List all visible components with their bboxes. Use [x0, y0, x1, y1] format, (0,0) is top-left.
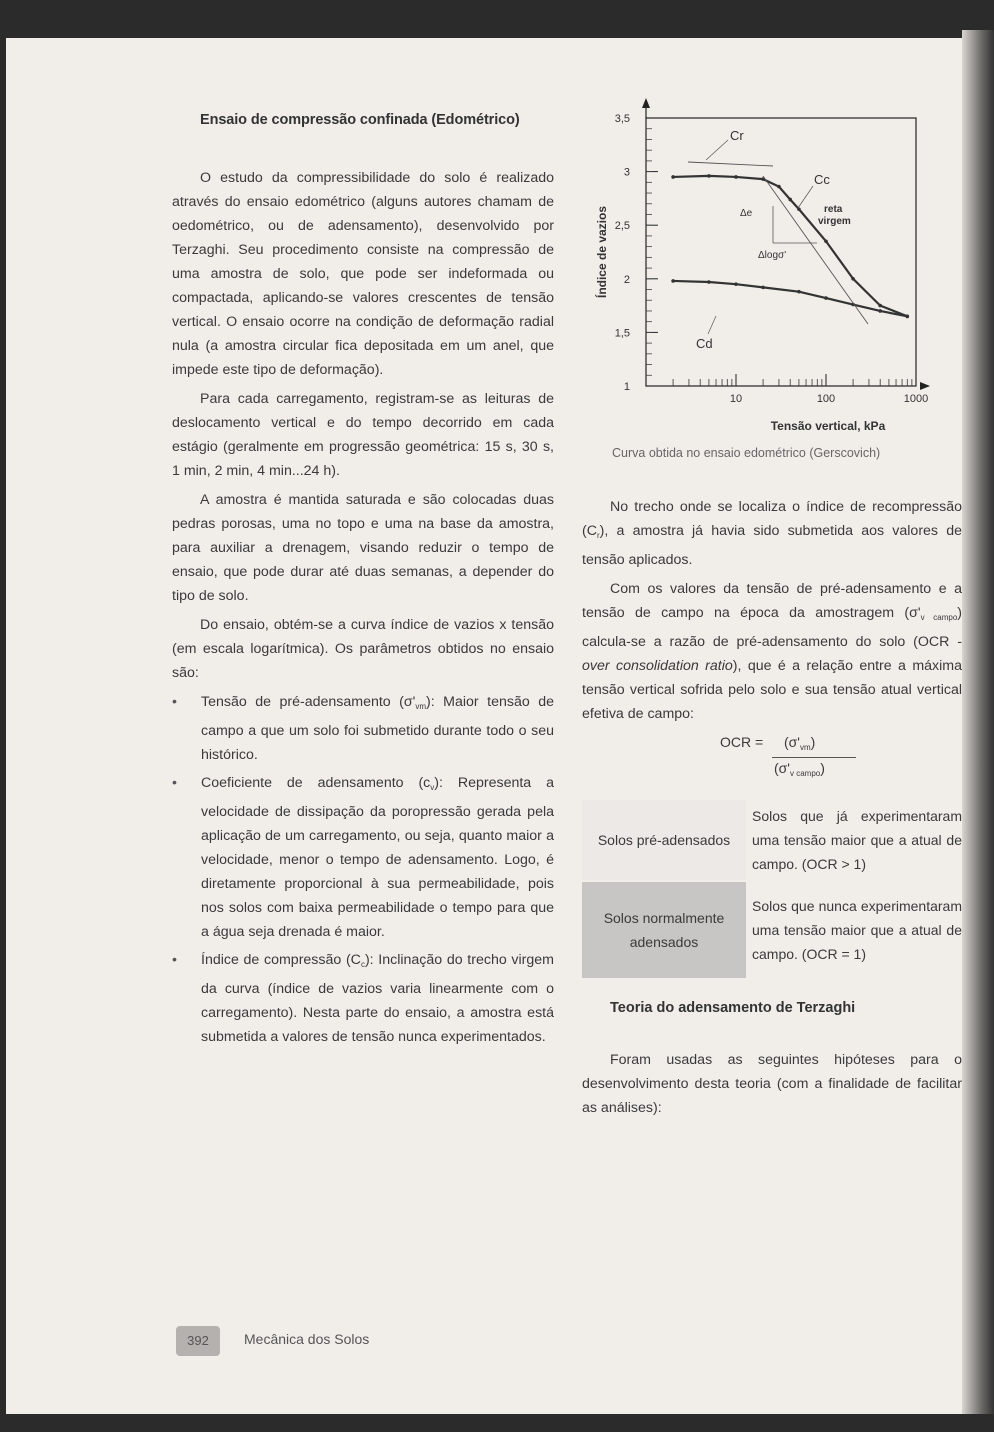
y-tick-label: 1,5 [614, 327, 630, 340]
y-tick-label: 1 [623, 381, 630, 393]
data-point [788, 198, 792, 202]
table-cell-desc: Solos que nunca experimentaram uma tensão maior que a atual de campo. (OCR = 1) [746, 881, 962, 978]
y-tick-label: 2,5 [614, 220, 630, 233]
parameter-list [172, 690, 554, 1049]
data-point [671, 175, 675, 179]
data-point [797, 290, 801, 294]
y-tick-label: 3,5 [614, 113, 630, 125]
annotation-delta-e: Δe [740, 208, 753, 219]
list-item: • Coeficiente de adensamento $(c_v)$: Representa a velocidade de dissipação da poropressão gerada pela aplicação de um carregamento, ou seja, quanto maior a velocidade, menor o tempo de adensamento. Logo, é diretamente proporcional à sua permeabilidade, pois nos solos com baixa permeabilidade o tempo para que a água seja drenada é maior. [172, 771, 554, 944]
right-column [582, 495, 962, 731]
formula-denominator: $(\sigma'_{v campo})$ [774, 760, 825, 778]
annotation-reta: reta [824, 204, 843, 215]
right-column-bottom [582, 1048, 962, 1125]
series-line-carregamento [673, 176, 907, 316]
figure-caption: Curva obtida no ensaio edométrico (Gerscovich) [612, 446, 881, 460]
annotation-cd: Cd [696, 336, 713, 351]
x-ticks [673, 374, 928, 405]
annotation-delta-log: Δlogσ' [758, 250, 787, 261]
data-point [734, 175, 738, 179]
formula-lhs: OCR = [720, 734, 764, 750]
page-number: 392 [176, 1326, 220, 1356]
section-subheading: Teoria do adensamento de Terzaghi [610, 1000, 856, 1016]
data-point [777, 185, 781, 189]
paragraph-hypotheses: Foram usadas as seguintes hipóteses para o desenvolvimento desta teoria (com a finalidade de facilitar as análises): [582, 1052, 962, 1116]
paragraph-sample: A amostra é mantida saturada e são colocadas duas pedras porosas, uma no topo e uma na base da amostra, para auxiliar a drenagem, visando reduzir o tempo de ensaio, que pode durar até duas semanas, a depender do tipo de solo. [172, 492, 554, 604]
oedometer-figure [588, 96, 938, 441]
data-point [671, 279, 675, 283]
paragraph-curve: Do ensaio, obtém-se a curva índice de vazios x tensão (em escala logarítmica). Os parâmetros obtidos no ensaio são: [172, 617, 554, 681]
cr-tangent-line [688, 162, 773, 166]
page-gutter-shadow [962, 30, 994, 1432]
left-column [172, 108, 554, 1053]
scan-top-border [0, 0, 994, 40]
data-point [878, 304, 882, 308]
cr-leader-line [706, 140, 728, 160]
annotation-virgem: virgem [818, 216, 851, 227]
x-axis-arrowhead [920, 382, 930, 390]
annotation-cc: Cc [814, 172, 830, 187]
data-point [824, 239, 828, 243]
table-row [582, 800, 962, 881]
y-ticks [615, 113, 658, 393]
list-item: • Tensão de pré-adensamento $(\sigma'_{vm})$: Maior tensão de campo a que um solo foi submetido durante todo o seu histórico. [172, 690, 554, 767]
formula-numerator: $(\sigma'_{vm})$ [784, 734, 816, 752]
data-point [905, 315, 909, 319]
x-tick-label: 100 [816, 393, 836, 405]
void-ratio-chart [588, 96, 938, 436]
fraction-bar [772, 757, 856, 758]
data-point [878, 309, 882, 313]
x-tick-label: 10 [729, 393, 743, 405]
data-point [824, 296, 828, 300]
annotation-cr: Cr [730, 128, 744, 143]
y-tick-label: 2 [623, 273, 630, 286]
paragraph-intro: O estudo da compressibilidade do solo é realizado através do ensaio edométrico (alguns autores chamam de oedométrico, ou de adensamento), desenvolvido por Terzaghi. Seu procedimento consiste na compressão de uma amostra de solo, que pode ser indeformada ou compactada, aplicando-se valores crescentes de tensão vertical. O ensaio ocorre na condição de deformação radial nula (a amostra circular fica depositada em um anel, que impede este tipo de deformação). [172, 170, 554, 378]
x-axis-label: Tensão vertical, kPa [770, 419, 886, 433]
data-point [734, 282, 738, 286]
list-item: • Índice de compressão $(C_c)$: Inclinação do trecho virgem da curva (índice de vazios varia linearmente com o carregamento). Nesta parte do ensaio, a amostra está submetida a valores de tensão nunca experimentados. [172, 948, 554, 1049]
running-footer-title: Mecânica dos Solos [244, 1331, 370, 1347]
data-point [761, 286, 765, 290]
y-tick-label: 3 [623, 166, 630, 179]
table-cell-label: Solos pré-adensados [582, 800, 746, 881]
data-point [707, 280, 711, 284]
table-row [582, 881, 962, 978]
paragraph-ocr: Com os valores da tensão de pré-adensamento e a tensão de campo na época da amostragem $(\sigma'_{v campo})$ calcula-se a razão de pré-adensamento do solo (OCR - over consolidation ratio), que é a relação entre a máxima tensão vertical sofrida pelo solo e sua tensão atual vertical efetiva de campo: [582, 581, 963, 722]
cc-leader-line [798, 186, 813, 208]
paragraph-readings: Para cada carregamento, registram-se as leituras de deslocamento vertical e do tempo decorrido em cada estágio (geralmente em progressão geométrica: 15 s, 30 s, 1 min, 2 min, 4 min...24 h). [172, 391, 554, 479]
section-heading: Ensaio de compressão confinada (Edométrico) [200, 112, 520, 128]
data-point [851, 277, 855, 281]
cd-leader-line [708, 316, 716, 334]
table-cell-desc: Solos que já experimentaram uma tensão maior que a atual de campo. (OCR > 1) [746, 800, 962, 881]
data-point [707, 174, 711, 178]
x-tick-label: 1000 [903, 393, 929, 405]
y-axis-label: Índice de vazios [595, 205, 609, 299]
scan-bottom-border [0, 1414, 994, 1432]
table-cell-label: Solos normalmente adensados [582, 881, 746, 978]
y-axis-arrowhead [642, 98, 650, 108]
data-series [671, 174, 909, 318]
paragraph-recompression: No trecho onde se localiza o índice de recompressão $(C_r)$, a amostra já havia sido submetida aos valores de tensão aplicados. [582, 499, 962, 568]
ocr-classification-table [582, 800, 962, 978]
data-point [797, 207, 801, 211]
